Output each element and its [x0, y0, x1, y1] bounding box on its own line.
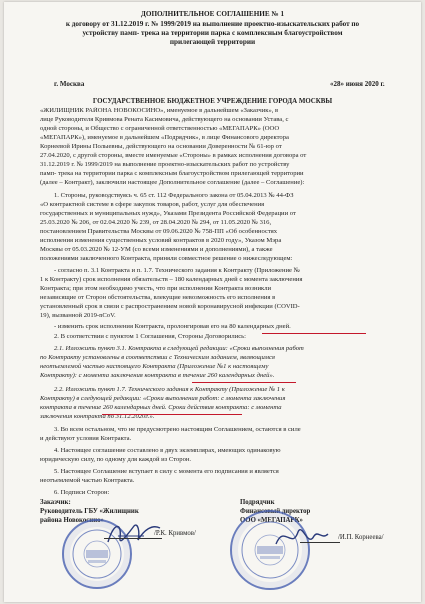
preamble-line: «ЖИЛИЩНИК РАЙОНА НОВОКОСИНО», именуемое в дальнейшем «Заказчик», в: [40, 107, 279, 114]
preamble-line: одной стороны, и Общество с ограниченной ответственностью «МЕГАПАРК» (ООО: [40, 125, 280, 132]
document-subtitle-line-1: к договору от 31.12.2019 г. № 1999/2019 на выполнение проектно-изыскательских работ по: [65, 20, 360, 28]
clause-5-line: 5. Настоящее Соглашение вступает в силу с момента его подписания и является: [54, 468, 279, 475]
clause-1-line: 25.03.2020 № 206, от 02.04.2020 № 239, от 28.04.2020 № 294, от 11.05.2020 № 316,: [40, 219, 272, 226]
preamble-line: 31.12.2019 г. № 1999/2019 на выполнение проектно-изыскательских работ по устройству: [40, 161, 290, 168]
customer-position-line-2: района Новокосино»: [40, 516, 104, 524]
clause-1-line: государственных и муниципальных нужд», Указами Президента Российской Федерации от: [40, 210, 296, 217]
preamble-line: памп- трека на территории парка с комплексным благоустройством прилегающей территории: [40, 170, 304, 177]
clause-3-line: и действуют условия Контракта.: [40, 435, 132, 442]
customer-role: Заказчик:: [40, 499, 71, 506]
contractor-role: Подрядчик: [240, 499, 275, 506]
clause-1-line: постановлением Правительства Москвы от 09.06.2020 № 758-ПП «Об особенностях: [40, 228, 278, 235]
clause-2-2-line: заключения контракта по 31.12.2020г.».: [40, 413, 155, 420]
red-underline-260-days-2: [102, 414, 242, 415]
clause-4-line: юридическую силу, по одному для каждой из Сторон.: [40, 456, 192, 463]
clause-2-2-line: контракта в течение 260 календарных дней. Сроки действия контракта: с момента: [40, 404, 282, 411]
clause-1-list-line: установленный срок в связи с распространением новой коронавирусной инфекции (COVID-: [40, 303, 300, 310]
red-underline-260-days-1: [192, 382, 296, 383]
document-city: г. Москва: [54, 80, 85, 88]
document-subtitle-line-3: прилегающей территории: [169, 38, 256, 46]
clause-1-list-line: 1 к Контракту) срок исполнения обязательств – 180 календарных дней с момента заключения: [40, 276, 303, 283]
preamble-line: 27.04.2020, с другой стороны, вместе именуемые «Стороны» в рамках исполнения договора от: [40, 152, 307, 159]
clause-6-line: 6. Подписи Сторон:: [54, 489, 110, 496]
document-page: [4, 2, 421, 602]
clause-4-line: 4. Настоящее соглашение составлено в двух экземплярах, имеющих одинаковую: [54, 447, 281, 454]
clause-3-line: 3. Во всем остальном, что не предусмотрено настоящим Соглашением, остаются в силе: [54, 426, 301, 433]
document-title: ДОПОЛНИТЕЛЬНОЕ СОГЛАШЕНИЕ № 1: [140, 10, 285, 18]
clause-2-1-line: 2.1. Изложить пункт 3.1. Контракта в следующей редакции: «Сроки выполнения работ: [54, 345, 304, 352]
contractor-position-line-1: Финансовый директор: [240, 507, 311, 515]
customer-signature-line: [104, 538, 162, 539]
clause-1-list-line: 19), вызванной 2019-nCoV.: [40, 312, 116, 319]
document-subtitle-line-2: устройству памп- трека на территории парка с комплексным благоустройством: [82, 29, 343, 37]
clause-2-line: 2. В соответствии с пунктом 1 Соглашения, Стороны Договорились:: [54, 333, 247, 340]
clause-2-1-line: неотъемлемой частью настоящего Контракта (Приложение №1 к настоящему: [40, 363, 269, 370]
clause-1-line: «О контрактной системе в сфере закупок товаров, работ, услуг для обеспечения: [40, 201, 265, 208]
preamble-line: лице Руководителя Кривмова Рената Касимовича, действующего на основании Устава, с: [40, 116, 289, 123]
clause-2-1-line: Контракту): с момента заключения контракта в течение 260 календарных дней».: [40, 372, 275, 379]
contractor-position-line-2: ООО «МЕГАПАРК»: [240, 516, 303, 524]
clause-2-2-line: Контракту) в следующей редакции: «Сроки выполнения работ: с момента заключения: [40, 395, 286, 402]
clause-1-list-line: Контракта; при этом необходимо учесть, что при исполнении Контракта возникли: [40, 285, 272, 292]
clause-1-list-line: - согласно п. 3.1 Контракта и п. 1.7. Технического задания к Контракту (Приложение №: [54, 267, 300, 274]
clause-1-line: 1. Стороны, руководствуясь ч. 65 ст. 112 Федерального закона от 05.04.2013 № 44-ФЗ: [54, 192, 294, 199]
clause-1-line: исполнения изменения существенных условий контрактов в 2020 году», Указом Мэра: [40, 237, 282, 244]
preamble-line: Корнеевой Ирины Полыевны, действующего на основании Доверенности № 61-юр от: [40, 143, 282, 150]
contractor-signature-icon: [272, 520, 332, 554]
clause-1-line: положениями заключенного Контракта, приняли совместное решение о нижеследующем:: [40, 255, 293, 262]
contractor-name: /И.П. Корнеева/: [338, 534, 384, 541]
clause-2-2-line: 2.2. Изложить пункт 1.7. Технического задания к Контракту (Приложение № 1 к: [54, 386, 285, 393]
contractor-signature-line: [300, 542, 340, 543]
customer-name: /Р.К. Кривмов/: [154, 530, 196, 537]
customer-position-line-1: Руководитель ГБУ «Жилищник: [40, 507, 139, 515]
preamble-org-heading: ГОСУДАРСТВЕННОЕ БЮДЖЕТНОЕ УЧРЕЖДЕНИЕ ГОРОДА МОСКВЫ: [92, 98, 333, 105]
preamble-line: «МЕГАПАРК»), именуемое в дальнейшем «Подрядчик», в лице Финансового директора: [40, 134, 289, 141]
preamble-line: (далее – Контракт), заключили настоящее Дополнительное соглашение (далее – Соглашение):: [40, 179, 305, 186]
change-term-line: - изменить срок исполнения Контракта, пролонгировав его на 80 календарных дней.: [54, 323, 291, 330]
document-date: «28» июня 2020 г.: [330, 80, 385, 88]
clause-2-1-line: по Контракту установлены в соответствии с Техническим заданием, являющимся: [40, 354, 275, 361]
clause-1-line: Москвы от 05.03.2020 № 12-УМ (со всеми изменениями и дополнениями), а также: [40, 246, 273, 253]
clause-5-line: неотъемлемой частью Контракта.: [40, 477, 135, 484]
clause-1-list-line: независящие от Сторон обстоятельства, влекущие невозможность его исполнения в: [40, 294, 276, 301]
